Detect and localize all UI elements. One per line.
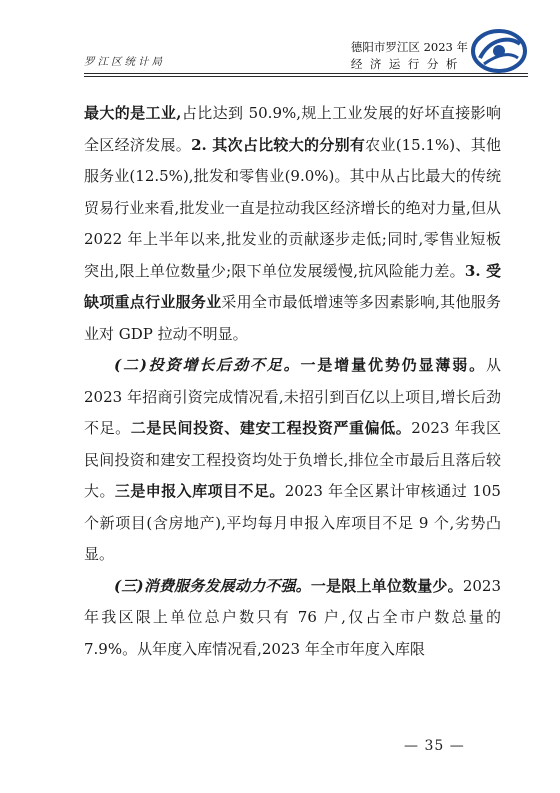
text-run: 采用全市最低增速等多因素影响,其他服务业对 GDP 拉动不明显。 xyxy=(84,293,501,343)
section-heading: (二)投资增长后劲不足。 xyxy=(114,356,301,374)
text-run: 农业(15.1%)、其他服务业(12.5%),批发和零售业(9.0%)。其中从占比最大的传统贸易行业来看,批发业一直是拉动我区经济增长的绝对力量,但从 2022 年上半年以来,批发业的贡献逐步走低;同时,零售业短板突出,限上单位数量少;限下单位发展缓慢,抗风险能力差。 xyxy=(84,135,501,280)
bold-phrase: 3. 受缺项重点行业服务业 xyxy=(84,261,502,311)
page-header-org: 罗江区统计局 xyxy=(84,56,165,68)
header-title-line1: 德阳市罗江区 2023 年 xyxy=(350,40,468,54)
bold-phrase: 2. 其次占比较大的分别有 xyxy=(191,135,366,154)
header-title-line2: 经济运行分析 xyxy=(350,57,465,71)
bold-phrase: 一是限上单位数量少。 xyxy=(310,576,463,595)
text-run: 占比达到 50.9%,规上工业发展的好坏直接影响全区经济发展。 xyxy=(84,104,501,154)
page-number: — 35 — xyxy=(404,738,465,754)
paragraph-industry-share xyxy=(84,98,501,350)
text-run: 2023 年我区民间投资和建安工程投资均处于负增长,排位全市最后且落后较大。 xyxy=(84,419,501,500)
bold-phrase: 一是增量优势仍显薄弱。 xyxy=(300,356,486,374)
bold-phrase: 二是民间投资、建安工程投资严重偏低。 xyxy=(130,419,412,437)
text-run: 从 2023 年招商引资完成情况看,未招引到百亿以上项目,增长后劲不足。 xyxy=(84,356,501,437)
paragraph-consumption xyxy=(84,571,501,666)
body-text xyxy=(84,98,501,665)
header-rule-thin xyxy=(84,76,528,77)
header-rule xyxy=(84,73,528,74)
bold-phrase: 三是申报入库项目不足。 xyxy=(114,482,285,500)
page-header-title xyxy=(351,39,468,73)
section-heading: (三)消费服务发展动力不强。 xyxy=(114,576,311,595)
text-run: 2023 年全区累计审核通过 105 个新项目(含房地产),平均每月申报入库项目不足 9 个,劣势凸显。 xyxy=(84,482,501,563)
text-run: 2023 年我区限上单位总户数只有 76 户,仅占全市户数总量的 7.9%。从年度入库情况看,2023 年全市年度入库限 xyxy=(84,576,501,658)
paragraph-investment xyxy=(84,350,501,571)
bureau-logo-icon xyxy=(470,28,528,74)
bold-phrase: 最大的是工业, xyxy=(84,104,182,122)
